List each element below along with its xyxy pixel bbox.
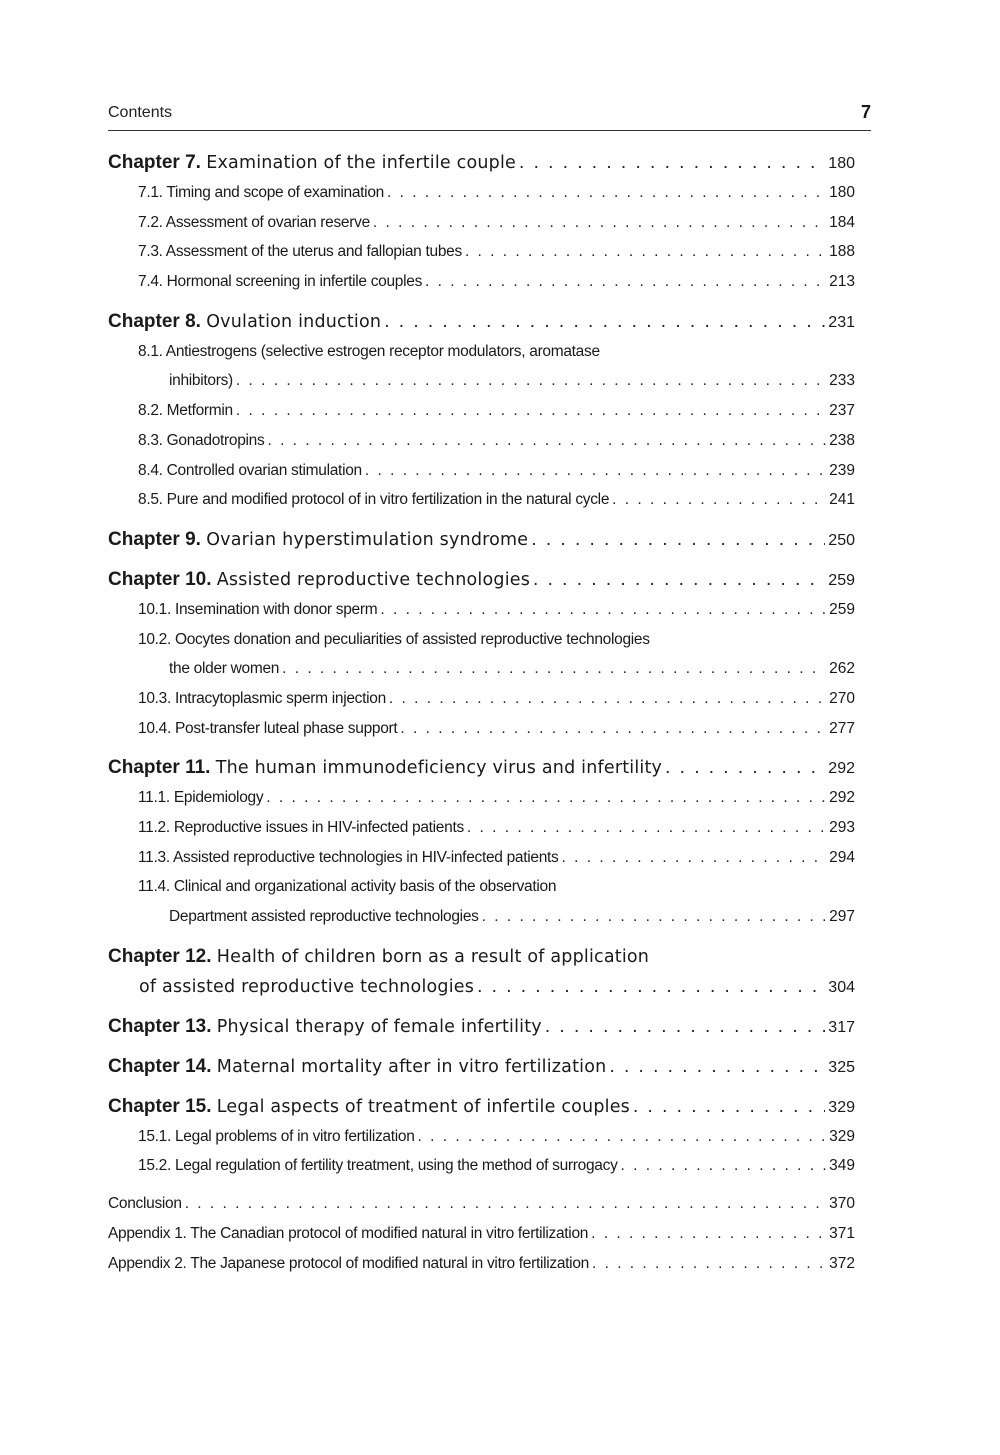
chapter-label: Chapter 14. xyxy=(108,1055,212,1077)
section-title: 11.2. Reproductive issues in HIV-infected patients xyxy=(138,819,464,836)
page-ref: 372 xyxy=(829,1254,855,1272)
section-title: 15.2. Legal regulation of fertility treatment, using the method of surrogacy xyxy=(138,1157,618,1175)
toc-section-15-2[interactable] xyxy=(108,1151,855,1181)
page-ref: 238 xyxy=(829,431,855,449)
page-ref: 371 xyxy=(829,1224,855,1242)
dot-leader xyxy=(185,1189,826,1219)
toc-section-7-1[interactable] xyxy=(108,178,855,208)
dot-leader xyxy=(477,972,825,1002)
page-ref: 292 xyxy=(828,760,855,778)
section-title: 8.5. Pure and modified protocol of in vitro fertilization in the natural cycle xyxy=(138,491,610,509)
dot-leader xyxy=(467,813,826,843)
entry-title: Appendix 2. The Japanese protocol of modified natural in vitro fertilization xyxy=(108,1254,589,1272)
section-title: 7.3. Assessment of the uterus and fallopian tubes xyxy=(138,243,462,261)
section-title: 7.2. Assessment of ovarian reserve xyxy=(138,213,370,231)
chapter-label: Chapter 11. xyxy=(108,757,211,779)
page-ref: 239 xyxy=(829,461,855,479)
toc-section-8-1[interactable] xyxy=(108,366,855,396)
dot-leader xyxy=(482,902,827,932)
toc-appendix-2[interactable] xyxy=(108,1249,855,1279)
section-title: 8.3. Gonadotropins xyxy=(138,431,265,449)
dot-leader xyxy=(545,1012,825,1042)
toc-chapter-7[interactable] xyxy=(108,148,855,178)
page-ref: 294 xyxy=(829,848,855,866)
page-ref: 233 xyxy=(829,372,855,390)
dot-leader xyxy=(531,525,825,555)
toc-chapter-13[interactable] xyxy=(108,1012,855,1042)
section-title: 8.4. Controlled ovarian stimulation xyxy=(138,461,362,479)
section-title: the older women xyxy=(169,660,280,678)
dot-leader xyxy=(592,1249,826,1279)
dot-leader xyxy=(373,208,826,238)
toc-section-11-1[interactable] xyxy=(108,783,855,813)
chapter-title: Maternal mortality after in vitro fertilization xyxy=(216,1056,607,1077)
page-ref: 293 xyxy=(829,819,855,836)
toc-section-7-3[interactable] xyxy=(108,237,855,267)
spacer xyxy=(108,1181,855,1189)
page-ref: 237 xyxy=(829,402,855,420)
header-title: Contents xyxy=(108,104,173,121)
chapter-label: Chapter 13. xyxy=(108,1015,212,1037)
dot-leader xyxy=(609,1052,825,1082)
toc-appendix-1[interactable] xyxy=(108,1219,855,1249)
page-ref: 188 xyxy=(829,243,855,261)
page-ref: 262 xyxy=(829,660,855,678)
chapter-title: The human immunodeficiency virus and infertility xyxy=(215,758,663,779)
toc-section-8-3[interactable] xyxy=(108,426,855,456)
toc-section-11-4[interactable] xyxy=(108,902,855,932)
page-ref: 349 xyxy=(829,1157,855,1175)
chapter-title-line1 xyxy=(108,942,855,972)
dot-leader xyxy=(465,237,826,267)
chapter-label: Chapter 12. xyxy=(108,945,212,967)
dot-leader xyxy=(519,148,825,178)
dot-leader xyxy=(562,843,827,873)
entry-title: Appendix 1. The Canadian protocol of modified natural in vitro fertilization xyxy=(108,1224,589,1242)
page-ref: 180 xyxy=(828,155,855,172)
chapter-label: Chapter 8. xyxy=(108,310,201,332)
dot-leader xyxy=(387,178,826,208)
page-ref: 184 xyxy=(829,213,855,231)
dot-leader xyxy=(236,366,826,396)
dot-leader xyxy=(533,565,825,595)
section-title: 10.2. Oocytes donation and peculiarities of assisted reproductive technologies xyxy=(138,630,650,648)
dot-leader xyxy=(633,1092,825,1122)
chapter-title: Assisted reproductive technologies xyxy=(216,569,531,590)
page-number: 7 xyxy=(860,102,871,122)
section-title: 10.4. Post-transfer luteal phase support xyxy=(138,719,398,737)
page-ref: 277 xyxy=(829,719,855,737)
toc-section-10-2[interactable] xyxy=(108,654,855,684)
page-ref: 329 xyxy=(829,1127,855,1145)
page-ref: 180 xyxy=(829,184,855,201)
toc-conclusion[interactable] xyxy=(108,1189,855,1219)
toc-section-11-3[interactable] xyxy=(108,843,855,873)
dot-leader xyxy=(365,456,826,486)
toc-section-10-3[interactable] xyxy=(108,684,855,714)
dot-leader xyxy=(266,783,826,813)
toc-chapter-9[interactable] xyxy=(108,525,855,555)
page-ref: 370 xyxy=(829,1195,855,1213)
toc-section-8-2[interactable] xyxy=(108,396,855,426)
dot-leader xyxy=(665,753,825,783)
page-ref: 292 xyxy=(829,789,855,807)
page-ref: 213 xyxy=(829,273,855,291)
dot-leader xyxy=(389,684,826,714)
chapter-title: Examination of the infertile couple xyxy=(206,153,517,173)
dot-leader xyxy=(380,595,826,625)
page-ref: 329 xyxy=(828,1098,855,1116)
toc-chapter-11[interactable] xyxy=(108,753,855,783)
chapter-title: Physical therapy of female infertility xyxy=(216,1016,542,1037)
section-title: 7.1. Timing and scope of examination xyxy=(138,184,384,201)
running-header xyxy=(108,104,871,131)
toc-section-7-2[interactable] xyxy=(108,208,855,238)
dot-leader xyxy=(425,267,826,297)
page-ref: 317 xyxy=(828,1018,855,1036)
table-of-contents xyxy=(108,148,855,1278)
toc-section-11-4-line1[interactable] xyxy=(108,872,855,902)
page-ref: 325 xyxy=(828,1058,855,1076)
section-title: 11.1. Epidemiology xyxy=(138,789,264,807)
section-title: 10.3. Intracytoplasmic sperm injection xyxy=(138,689,386,707)
chapter-title: Legal aspects of treatment of infertile couples xyxy=(216,1096,630,1117)
dot-leader xyxy=(621,1151,827,1181)
page-ref: 259 xyxy=(828,571,855,589)
chapter-title: Ovulation induction xyxy=(206,311,382,332)
toc-section-11-2[interactable] xyxy=(108,813,855,843)
toc-section-10-4[interactable] xyxy=(108,714,855,744)
dot-leader xyxy=(418,1122,827,1152)
section-title: Department assisted reproductive technologies xyxy=(169,908,479,926)
toc-section-10-2-line1[interactable] xyxy=(108,625,855,655)
section-title: 7.4. Hormonal screening in infertile couples xyxy=(138,273,423,291)
section-title: inhibitors) xyxy=(169,372,233,390)
toc-section-7-4[interactable] xyxy=(108,267,855,297)
page-ref: 304 xyxy=(828,978,855,996)
chapter-label: Chapter 9. xyxy=(108,528,201,550)
toc-chapter-14[interactable] xyxy=(108,1052,855,1082)
section-title: 15.1. Legal problems of in vitro fertilization xyxy=(138,1127,415,1145)
dot-leader xyxy=(267,426,826,456)
dot-leader xyxy=(384,307,825,337)
dot-leader xyxy=(400,714,826,744)
section-title: 8.2. Metformin xyxy=(138,402,233,420)
page-ref: 259 xyxy=(829,600,855,618)
section-title: 10.1. Insemination with donor sperm xyxy=(138,600,378,618)
page-ref: 231 xyxy=(828,313,855,331)
dot-leader xyxy=(236,396,826,426)
dot-leader xyxy=(282,654,826,684)
toc-section-8-5[interactable] xyxy=(108,485,855,515)
toc-chapter-12[interactable] xyxy=(108,942,855,1002)
chapter-title: Health of children born as a result of application xyxy=(216,946,650,967)
chapter-label: Chapter 15. xyxy=(108,1095,212,1117)
toc-section-8-1-line1[interactable] xyxy=(108,337,855,367)
page-ref: 270 xyxy=(829,689,855,707)
page-ref: 297 xyxy=(829,908,855,926)
toc-chapter-10[interactable] xyxy=(108,565,855,595)
page-ref: 250 xyxy=(828,531,855,549)
section-title: 11.4. Clinical and organizational activity basis of the observation xyxy=(138,878,557,896)
dot-leader xyxy=(591,1219,826,1249)
toc-section-15-1[interactable] xyxy=(108,1122,855,1152)
chapter-title: Ovarian hyperstimulation syndrome xyxy=(206,529,529,550)
toc-section-10-1[interactable] xyxy=(108,595,855,625)
dot-leader xyxy=(612,485,826,515)
chapter-label: Chapter 10. xyxy=(108,568,212,590)
chapter-label: Chapter 7. xyxy=(108,152,201,173)
toc-section-8-4[interactable] xyxy=(108,456,855,486)
toc-chapter-15[interactable] xyxy=(108,1092,855,1122)
chapter-title-line2 xyxy=(108,972,855,1002)
page-ref: 241 xyxy=(829,491,855,509)
section-title: 11.3. Assisted reproductive technologies in HIV-infected patients xyxy=(138,848,559,866)
chapter-title-continued: of assisted reproductive technologies xyxy=(139,976,475,997)
toc-chapter-8[interactable] xyxy=(108,307,855,337)
section-title: 8.1. Antiestrogens (selective estrogen receptor modulators, aromatase xyxy=(138,342,600,360)
entry-title: Conclusion xyxy=(108,1195,182,1213)
